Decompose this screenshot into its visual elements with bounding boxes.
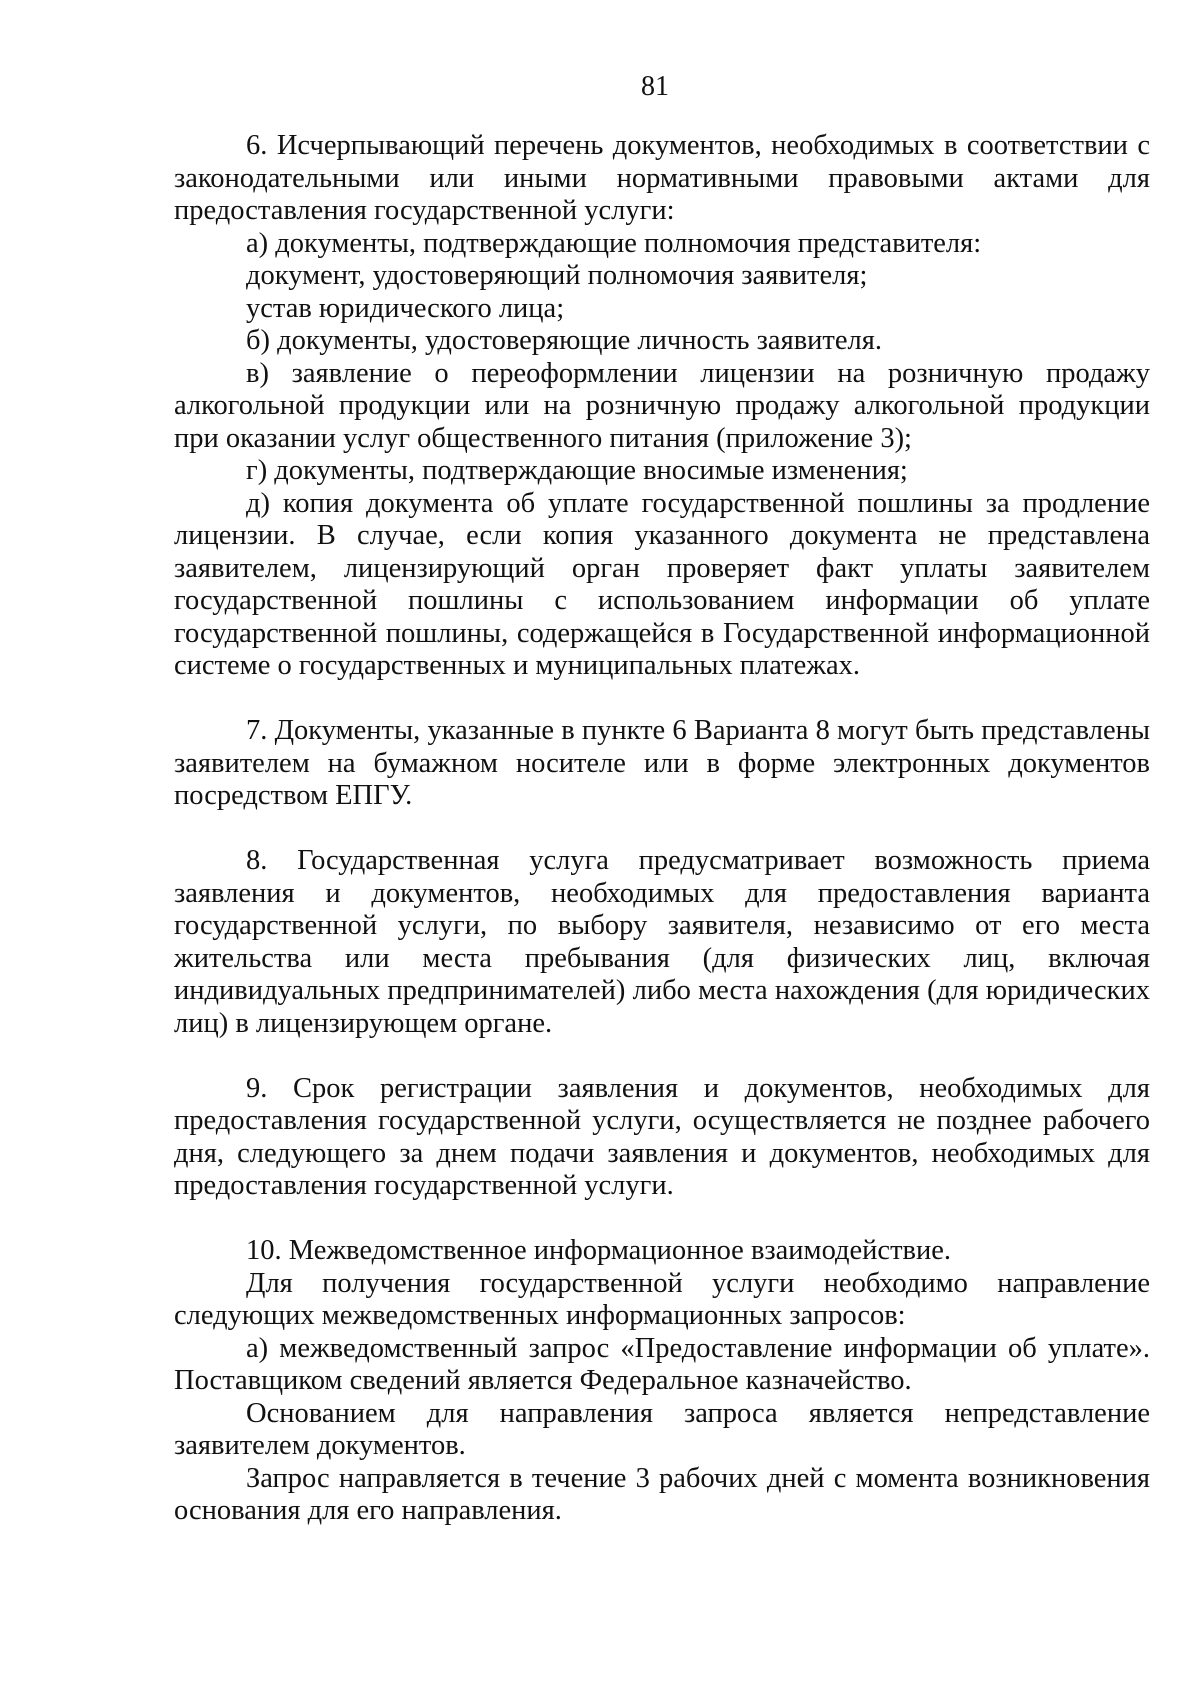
paragraph-9: 9. Срок регистрации заявления и документов, необходимых для предоставления государственной услуги, осуществляется не позднее рабочего дня, следующего за днем подачи заявления и документов, необходимых для предоставления государственной услуги. — [174, 1072, 1150, 1201]
paragraph-8: 8. Государственная услуга предусматривает возможность приема заявления и документов, необходимых для предоставления варианта государственной услуги, по выбору заявителя, независимо от его места жительства или места пребывания (для физических лиц, включая индивидуальных предпринимателей) либо места нахождения (для юридических лиц) в лицензирующем органе. — [174, 845, 1150, 1039]
paragraph-10-basis: Основанием для направления запроса является непредставление заявителем документов. — [174, 1397, 1150, 1461]
paragraph-10-deadline: Запрос направляется в течение 3 рабочих дней с момента возникновения основания для его направления. — [174, 1462, 1150, 1526]
paragraph-10-heading: 10. Межведомственное информационное взаимодействие. — [246, 1235, 952, 1266]
list-item-g: г) документы, подтверждающие вносимые изменения; — [246, 455, 908, 486]
page-number: 81 — [641, 71, 669, 102]
list-item-a: а) документы, подтверждающие полномочия представителя: — [246, 227, 982, 259]
list-item-b: б) документы, удостоверяющие личность заявителя. — [246, 325, 882, 356]
paragraph-7: 7. Документы, указанные в пункте 6 Варианта 8 могут быть представлены заявителем на бумажном носителе или в форме электронных документов посредством ЕПГУ. — [174, 715, 1150, 811]
list-subitem-authority-document: документ, удостоверяющий полномочия заявителя; — [246, 260, 868, 291]
list-subitem-charter: устав юридического лица; — [246, 292, 565, 324]
paragraph-10-intro: Для получения государственной услуги необходимо направление следующих межведомственных информационных запросов: — [174, 1267, 1150, 1331]
list-item-v: в) заявление о переоформлении лицензии на розничную продажу алкогольной продукции или на розничную продажу алкогольной продукции при оказании услуг общественного питания (приложение 3); — [174, 357, 1150, 454]
paragraph-6-heading: 6. Исчерпывающий перечень документов, необходимых в соответствии с законодательными или иными нормативными правовыми актами для предоставления государственной услуги: — [174, 130, 1150, 226]
document-body — [174, 130, 1150, 1528]
list-item-d: д) копия документа об уплате государственной пошлины за продление лицензии. В случае, если копия указанного документа не представлена заявителем, лицензирующий орган проверяет факт уплаты заявителем государственной пошлины с использованием информации об уплате государственной пошлины, содержащейся в Государственной информационной системе о государственных и муниципальных платежах. — [174, 487, 1150, 681]
paragraph-10-item-a: а) межведомственный запрос «Предоставление информации об уплате». Поставщиком сведений является Федеральное казначейство. — [174, 1332, 1150, 1396]
